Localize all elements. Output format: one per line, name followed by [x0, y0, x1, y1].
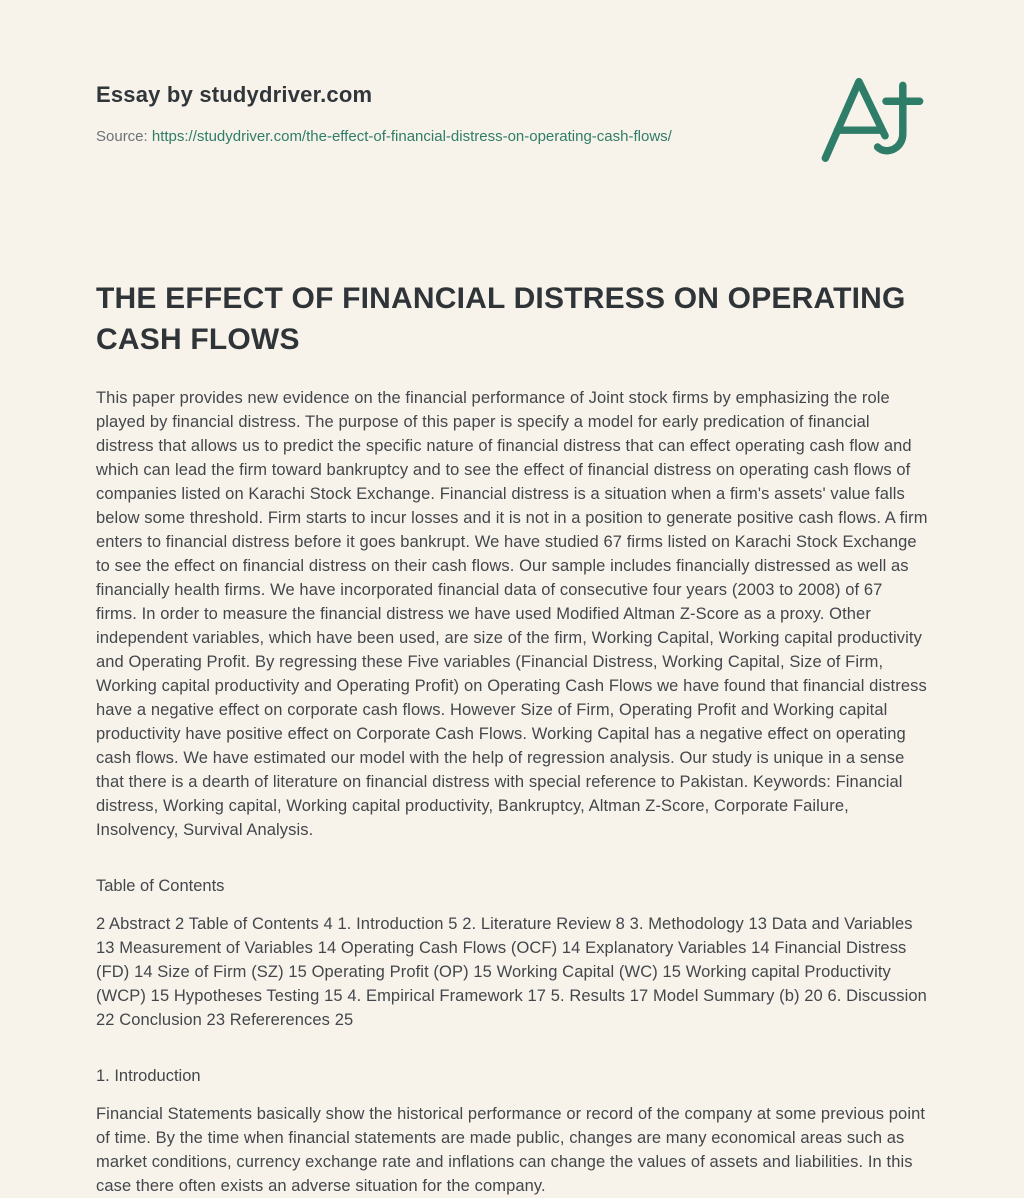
- abstract-paragraph: This paper provides new evidence on the financial performance of Joint stock firms by emphasizing the role played by financial distress. The purpose of this paper is specify a model for early predication of financial distress that allows us to predict the specific nature of financial distress that can effect operating cash flow and which can lead the firm toward bankruptcy and to see the effect of financial distress on operating cash flows of companies listed on Karachi Stock Exchange. Financial distress is a situation when a firm's assets' value falls below some threshold. Firm starts to incur losses and it is not in a position to generate positive cash flows. A firm enters to financial distress before it goes bankrupt. We have studied 67 firms listed on Karachi Stock Exchange to see the effect on financial distress on their cash flows. Our sample includes financially distressed as well as financially health firms. We have incorporated financial data of consecutive four years (2003 to 2008) of 67 firms. In order to measure the financial distress we have used Modified Altman Z-Score as a proxy. Other independent variables, which have been used, are size of the firm, Working Capital, Working capital productivity and Operating Profit. By regressing these Five variables (Financial Distress, Working Capital, Size of Firm, Working capital productivity and Operating Profit) on Operating Cash Flows we have found that financial distress have a negative effect on corporate cash flows. However Size of Firm, Operating Profit and Working capital productivity have positive effect on Corporate Cash Flows. Working Capital has a negative effect on operating cash flows. We have estimated our model with the help of regression analysis. Our study is unique in a sense that there is a dearth of literature on financial distress with special reference to Pakistan. Keywords: Financial distress, Working capital, Working capital productivity, Bankruptcy, Altman Z-Score, Corporate Failure, Insolvency, Survival Analysis.: [96, 389, 928, 839]
- studydriver-logo-icon: [816, 74, 928, 169]
- document-header: [96, 74, 928, 169]
- a-dagger-logo-glyph: [816, 74, 928, 164]
- essay-title: THE EFFECT OF FINANCIAL DISTRESS ON OPERATING CASH FLOWS: [96, 282, 906, 356]
- site-title: Essay by studydriver.com: [96, 82, 373, 107]
- source-label: Source:: [96, 128, 148, 145]
- header-text-block: [96, 74, 672, 145]
- source-link[interactable]: https://studydriver.com/the-effect-of-financial-distress-on-operating-cash-flows/: [151, 128, 672, 145]
- source-line: [96, 128, 672, 145]
- toc-paragraph: 2 Abstract 2 Table of Contents 4 1. Introduction 5 2. Literature Review 8 3. Methodology 13 Data and Variables 13 Measurement of Variables 14 Operating Cash Flows (OCF) 14 Explanatory Variables 14 Financial Distress (FD) 14 Size of Firm (SZ) 15 Operating Profit (OP) 15 Working Capital (WC) 15 Working capital Productivity (WCP) 15 Hypotheses Testing 15 4. Empirical Framework 17 5. Results 17 Model Summary (b) 20 6. Discussion 22 Conclusion 23 Refererences 25: [96, 915, 927, 1029]
- toc-heading: Table of Contents: [96, 877, 225, 895]
- intro-heading: 1. Introduction: [96, 1067, 201, 1085]
- essay-content: [96, 279, 928, 1198]
- intro-paragraph: Financial Statements basically show the historical performance or record of the company at some previous point of time. By the time when financial statements are made public, changes are many economical areas such as market conditions, currency exchange rate and inflations can change the values of assets and liabilities. In this case there often exists an adverse situation for the company.: [96, 1105, 926, 1195]
